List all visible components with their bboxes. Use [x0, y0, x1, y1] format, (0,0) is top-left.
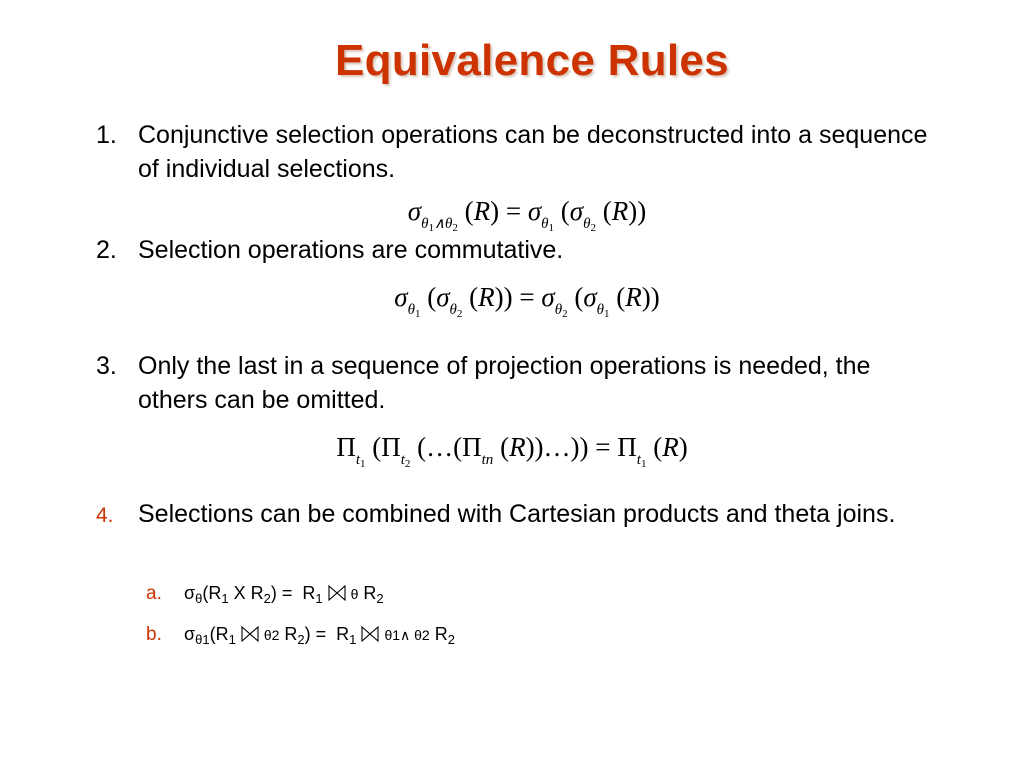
rule-2-number: 2. — [96, 236, 117, 264]
rule-2-text: Selection operations are commutative. — [138, 236, 564, 264]
rule-3-text: Only the last in a sequence of projection operations is needed, the others can be omitted. — [138, 352, 871, 414]
rule-4-text: Selections can be combined with Cartesian products and theta joins. — [138, 500, 896, 528]
rule-4 — [96, 497, 936, 531]
formula-2-label: $\sigma_{\theta_1}$ ($\sigma_{\theta_2}$ $(R)) = \sigma_{\theta_2}$ ($\sigma_{\theta_1}$ (R)) — [394, 282, 660, 320]
formula-1-label: $\sigma_{\theta_1\wedge\theta_2}$ $(R) = \sigma_{\theta_1}$ ($\sigma_{\theta_2}$ (R)) — [407, 196, 647, 234]
slide-title: Equivalence Rules — [335, 36, 729, 85]
rule-4-number: 4. — [96, 504, 114, 527]
join-icon — [241, 626, 259, 642]
rule-4a — [146, 580, 384, 607]
formula-1 — [0, 196, 1024, 234]
join-icon — [361, 626, 379, 642]
rule-2 — [96, 233, 936, 267]
rule-4b — [146, 621, 455, 648]
rule-4b-formula: $\sigma_{\theta 1}(R_1$ θ2 $R_2) = R_1$ θ1∧ θ2 $R_2$ — [184, 624, 455, 647]
rule-1-text: Conjunctive selection operations can be deconstructed into a sequence of individual selections. — [138, 121, 928, 183]
join-icon — [328, 585, 346, 601]
rule-1 — [96, 118, 936, 186]
formula-2 — [0, 282, 1024, 320]
rule-4b-label: b. — [146, 624, 162, 645]
formula-3 — [0, 432, 1024, 470]
rule-3 — [96, 349, 936, 417]
rule-3-number: 3. — [96, 352, 117, 380]
formula-3-label: $\Pi_{t_1}$ ($\Pi_{t_2}$ ($\dots(\Pi_{tn}$ (R))…)) = $\Pi_{t_1}$ (R) — [336, 432, 688, 470]
rule-4a-label: a. — [146, 583, 162, 604]
rule-1-number: 1. — [96, 121, 117, 149]
rule-4a-formula: $\sigma_\theta(R_1$ X $R_2) = R_1$ θ $R_2$ — [184, 583, 384, 606]
